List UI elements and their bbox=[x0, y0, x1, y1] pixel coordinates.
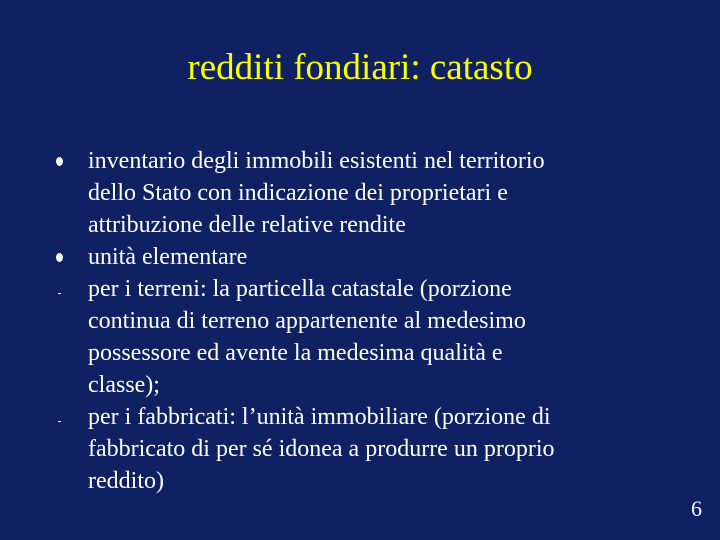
filled-dot-bullet-icon bbox=[54, 145, 68, 177]
bullet-line: attribuzione delle relative rendite bbox=[88, 212, 406, 238]
bullet-line: possessore ed avente la medesima qualità e bbox=[88, 340, 503, 366]
bullet-line: classe); bbox=[88, 372, 160, 398]
bullet-item-land bbox=[54, 273, 674, 401]
bullet-line: inventario degli immobili esistenti nel territorio bbox=[88, 148, 545, 174]
bullet-line: dello Stato con indicazione dei proprietari e bbox=[88, 180, 508, 206]
bullet-item-inventory bbox=[54, 145, 674, 241]
bullet-line: per i fabbricati: l’unità immobiliare (porzione di bbox=[88, 404, 551, 430]
bullet-item-buildings bbox=[54, 401, 674, 497]
bullet-list bbox=[54, 145, 674, 497]
page-number: 6 bbox=[691, 496, 702, 521]
bullet-line: per i terreni: la particella catastale (porzione bbox=[88, 276, 512, 302]
bullet-line: unità elementare bbox=[88, 244, 248, 270]
bullet-line: fabbricato di per sé idonea a produrre un proprio bbox=[88, 436, 555, 462]
bullet-line: continua di terreno appartenente al medesimo bbox=[88, 308, 526, 334]
bullet-line: reddito) bbox=[88, 468, 164, 494]
small-dash-bullet-icon bbox=[54, 401, 68, 433]
filled-dot-bullet-icon bbox=[54, 241, 68, 273]
slide-title: redditi fondiari: catasto bbox=[187, 47, 533, 88]
bullet-item-elementary-unit bbox=[54, 241, 674, 273]
small-dash-bullet-icon bbox=[54, 273, 68, 305]
